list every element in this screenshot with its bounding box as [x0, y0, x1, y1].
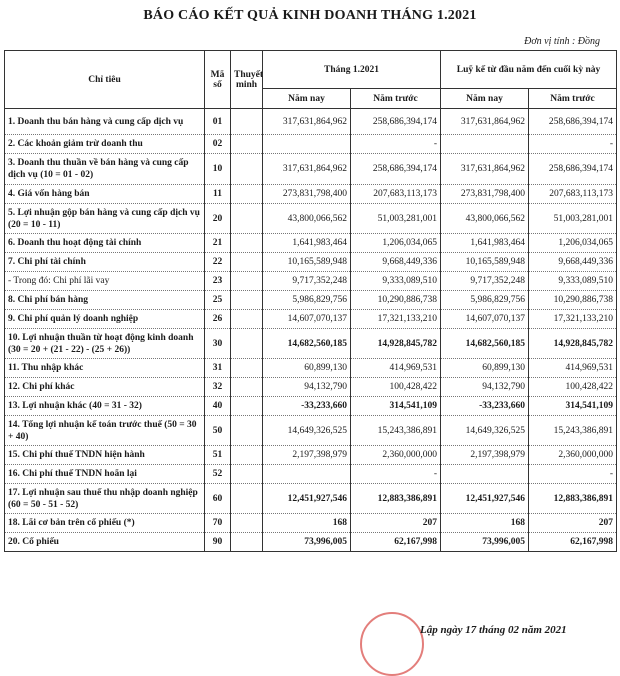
row-ytd-this-year: 273,831,798,400	[441, 185, 529, 204]
row-month-last-year: 2,360,000,000	[351, 446, 441, 465]
row-note	[231, 465, 263, 484]
row-indicator: 14. Tổng lợi nhuận kế toán trước thuế (50 = 30 + 40)	[5, 416, 205, 446]
row-month-last-year: 258,686,394,174	[351, 154, 441, 185]
col-code: Mã số	[205, 51, 231, 109]
row-ytd-last-year: 314,541,109	[529, 397, 617, 416]
row-code: 25	[205, 291, 231, 310]
row-code: 50	[205, 416, 231, 446]
row-indicator: 17. Lợi nhuận sau thuế thu nhập doanh nghiệp (60 = 50 - 51 - 52)	[5, 484, 205, 514]
row-note	[231, 484, 263, 514]
row-ytd-last-year: 2,360,000,000	[529, 446, 617, 465]
row-note	[231, 109, 263, 135]
row-ytd-last-year: -	[529, 465, 617, 484]
row-ytd-last-year: 207	[529, 514, 617, 533]
row-ytd-last-year: 14,928,845,782	[529, 329, 617, 359]
row-ytd-this-year: 60,899,130	[441, 359, 529, 378]
row-code: 26	[205, 310, 231, 329]
row-ytd-this-year: 14,607,070,137	[441, 310, 529, 329]
row-code: 21	[205, 234, 231, 253]
row-code: 60	[205, 484, 231, 514]
income-statement-table	[4, 50, 617, 552]
row-code: 51	[205, 446, 231, 465]
row-ytd-last-year: 100,428,422	[529, 378, 617, 397]
row-indicator: 18. Lãi cơ bản trên cổ phiếu (*)	[5, 514, 205, 533]
row-ytd-this-year: 10,165,589,948	[441, 253, 529, 272]
table-row	[5, 272, 617, 291]
row-code: 52	[205, 465, 231, 484]
row-ytd-this-year: 73,996,005	[441, 533, 529, 552]
col-note: Thuyết minh	[231, 51, 263, 109]
table-row	[5, 109, 617, 135]
row-indicator: 3. Doanh thu thuần về bán hàng và cung cấp dịch vụ (10 = 01 - 02)	[5, 154, 205, 185]
row-month-last-year: 12,883,386,891	[351, 484, 441, 514]
table-row	[5, 446, 617, 465]
row-ytd-this-year: 317,631,864,962	[441, 109, 529, 135]
row-month-last-year: 10,290,886,738	[351, 291, 441, 310]
row-ytd-last-year: 207,683,113,173	[529, 185, 617, 204]
table-row	[5, 416, 617, 446]
row-month-last-year: 314,541,109	[351, 397, 441, 416]
row-code: 40	[205, 397, 231, 416]
row-month-this-year: 73,996,005	[263, 533, 351, 552]
row-ytd-this-year: 12,451,927,546	[441, 484, 529, 514]
table-row	[5, 465, 617, 484]
row-ytd-this-year	[441, 465, 529, 484]
row-ytd-this-year: -33,233,660	[441, 397, 529, 416]
row-note	[231, 310, 263, 329]
row-note	[231, 253, 263, 272]
table-row	[5, 533, 617, 552]
row-note	[231, 378, 263, 397]
row-code: 22	[205, 253, 231, 272]
row-note	[231, 514, 263, 533]
row-note	[231, 446, 263, 465]
row-ytd-last-year: 15,243,386,891	[529, 416, 617, 446]
row-month-this-year: 12,451,927,546	[263, 484, 351, 514]
row-month-last-year: 15,243,386,891	[351, 416, 441, 446]
row-ytd-this-year: 1,641,983,464	[441, 234, 529, 253]
row-code: 02	[205, 135, 231, 154]
row-month-last-year: 207,683,113,173	[351, 185, 441, 204]
row-month-this-year: 10,165,589,948	[263, 253, 351, 272]
table-row	[5, 397, 617, 416]
row-month-this-year: 43,800,066,562	[263, 204, 351, 234]
row-month-last-year: 14,928,845,782	[351, 329, 441, 359]
row-note	[231, 185, 263, 204]
row-month-this-year: 14,682,560,185	[263, 329, 351, 359]
row-month-last-year: -	[351, 465, 441, 484]
row-note	[231, 154, 263, 185]
col-month-group: Tháng 1.2021	[263, 51, 441, 89]
row-ytd-this-year: 168	[441, 514, 529, 533]
row-month-this-year: 2,197,398,979	[263, 446, 351, 465]
row-month-this-year: 9,717,352,248	[263, 272, 351, 291]
row-ytd-this-year: 43,800,066,562	[441, 204, 529, 234]
row-indicator: 6. Doanh thu hoạt động tài chính	[5, 234, 205, 253]
row-code: 30	[205, 329, 231, 359]
row-month-this-year: 317,631,864,962	[263, 154, 351, 185]
row-month-last-year: 62,167,998	[351, 533, 441, 552]
row-month-this-year: 5,986,829,756	[263, 291, 351, 310]
table-row	[5, 484, 617, 514]
row-ytd-this-year: 9,717,352,248	[441, 272, 529, 291]
row-month-this-year: -33,233,660	[263, 397, 351, 416]
row-month-this-year: 1,641,983,464	[263, 234, 351, 253]
table-row	[5, 310, 617, 329]
row-indicator: 11. Thu nhập khác	[5, 359, 205, 378]
row-ytd-last-year: 9,668,449,336	[529, 253, 617, 272]
row-indicator: 1. Doanh thu bán hàng và cung cấp dịch vụ	[5, 109, 205, 135]
row-note	[231, 234, 263, 253]
row-indicator: 4. Giá vốn hàng bán	[5, 185, 205, 204]
col-indicator: Chỉ tiêu	[5, 51, 205, 109]
col-ytd-this-year: Năm nay	[441, 89, 529, 109]
row-note	[231, 359, 263, 378]
row-code: 11	[205, 185, 231, 204]
table-row	[5, 359, 617, 378]
row-month-this-year: 168	[263, 514, 351, 533]
row-ytd-last-year: 10,290,886,738	[529, 291, 617, 310]
row-note	[231, 397, 263, 416]
row-indicator: 20. Cổ phiếu	[5, 533, 205, 552]
row-code: 01	[205, 109, 231, 135]
row-month-last-year: 414,969,531	[351, 359, 441, 378]
table-row	[5, 514, 617, 533]
row-month-this-year: 14,607,070,137	[263, 310, 351, 329]
row-code: 32	[205, 378, 231, 397]
row-indicator: 9. Chi phí quản lý doanh nghiệp	[5, 310, 205, 329]
row-ytd-this-year	[441, 135, 529, 154]
report-title: BÁO CÁO KẾT QUẢ KINH DOANH THÁNG 1.2021	[143, 8, 477, 23]
col-ytd-last-year: Năm trước	[529, 89, 617, 109]
row-code: 31	[205, 359, 231, 378]
table-row	[5, 204, 617, 234]
row-note	[231, 135, 263, 154]
row-indicator: 10. Lợi nhuận thuần từ hoạt động kinh doanh (30 = 20 + (21 - 22) - (25 + 26))	[5, 329, 205, 359]
row-note	[231, 291, 263, 310]
row-indicator: 2. Các khoản giảm trừ doanh thu	[5, 135, 205, 154]
row-ytd-this-year: 94,132,790	[441, 378, 529, 397]
table-row	[5, 135, 617, 154]
row-month-last-year: 51,003,281,001	[351, 204, 441, 234]
table-row	[5, 234, 617, 253]
col-month-last-year: Năm trước	[351, 89, 441, 109]
table-row	[5, 329, 617, 359]
row-indicator: 15. Chi phí thuế TNDN hiện hành	[5, 446, 205, 465]
row-indicator: - Trong đó: Chi phí lãi vay	[5, 272, 205, 291]
row-ytd-this-year: 2,197,398,979	[441, 446, 529, 465]
row-note	[231, 533, 263, 552]
row-month-this-year	[263, 465, 351, 484]
row-ytd-last-year: 17,321,133,210	[529, 310, 617, 329]
row-month-this-year: 273,831,798,400	[263, 185, 351, 204]
row-indicator: 13. Lợi nhuận khác (40 = 31 - 32)	[5, 397, 205, 416]
row-ytd-last-year: 1,206,034,065	[529, 234, 617, 253]
row-month-this-year: 60,899,130	[263, 359, 351, 378]
table-row	[5, 253, 617, 272]
row-ytd-last-year: 9,333,089,510	[529, 272, 617, 291]
row-ytd-last-year: 258,686,394,174	[529, 154, 617, 185]
row-code: 70	[205, 514, 231, 533]
row-month-this-year: 94,132,790	[263, 378, 351, 397]
table-row	[5, 378, 617, 397]
row-indicator: 12. Chi phí khác	[5, 378, 205, 397]
row-indicator: 8. Chi phí bán hàng	[5, 291, 205, 310]
row-ytd-last-year: -	[529, 135, 617, 154]
row-month-last-year: 258,686,394,174	[351, 109, 441, 135]
row-month-last-year: 9,668,449,336	[351, 253, 441, 272]
table-row	[5, 185, 617, 204]
row-ytd-last-year: 258,686,394,174	[529, 109, 617, 135]
row-indicator: 7. Chi phí tài chính	[5, 253, 205, 272]
row-note	[231, 416, 263, 446]
row-indicator: 16. Chi phí thuế TNDN hoãn lại	[5, 465, 205, 484]
row-ytd-last-year: 12,883,386,891	[529, 484, 617, 514]
row-month-this-year: 317,631,864,962	[263, 109, 351, 135]
row-note	[231, 204, 263, 234]
table-row	[5, 291, 617, 310]
row-ytd-last-year: 414,969,531	[529, 359, 617, 378]
row-code: 23	[205, 272, 231, 291]
row-ytd-this-year: 14,649,326,525	[441, 416, 529, 446]
row-code: 20	[205, 204, 231, 234]
row-month-last-year: 207	[351, 514, 441, 533]
row-code: 10	[205, 154, 231, 185]
unit-label: Đơn vị tính : Đồng	[524, 36, 600, 47]
row-ytd-last-year: 51,003,281,001	[529, 204, 617, 234]
row-ytd-this-year: 317,631,864,962	[441, 154, 529, 185]
row-ytd-last-year: 62,167,998	[529, 533, 617, 552]
report-date: Lập ngày 17 tháng 02 năm 2021	[420, 624, 567, 636]
row-month-this-year	[263, 135, 351, 154]
col-ytd-group: Luỹ kế từ đầu năm đến cuối kỳ này	[441, 51, 617, 89]
row-code: 90	[205, 533, 231, 552]
company-seal	[360, 612, 424, 676]
row-month-this-year: 14,649,326,525	[263, 416, 351, 446]
row-month-last-year: 9,333,089,510	[351, 272, 441, 291]
row-ytd-this-year: 5,986,829,756	[441, 291, 529, 310]
row-ytd-this-year: 14,682,560,185	[441, 329, 529, 359]
row-month-last-year: 17,321,133,210	[351, 310, 441, 329]
row-month-last-year: 100,428,422	[351, 378, 441, 397]
table-row	[5, 154, 617, 185]
row-note	[231, 272, 263, 291]
row-month-last-year: 1,206,034,065	[351, 234, 441, 253]
col-month-this-year: Năm nay	[263, 89, 351, 109]
row-indicator: 5. Lợi nhuận gộp bán hàng và cung cấp dịch vụ (20 = 10 - 11)	[5, 204, 205, 234]
row-note	[231, 329, 263, 359]
row-month-last-year: -	[351, 135, 441, 154]
